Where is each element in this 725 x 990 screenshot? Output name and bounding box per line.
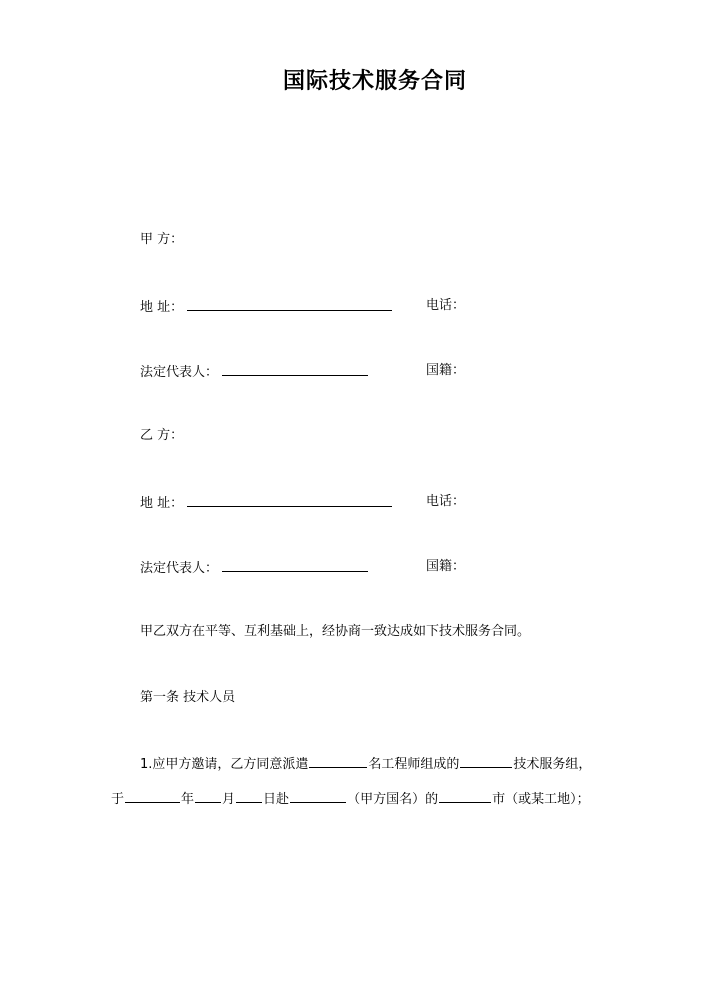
party-b-rep-label: 法定代表人： [140, 561, 219, 576]
clause-1-text: 于 [111, 792, 125, 807]
day-field[interactable] [236, 790, 262, 803]
month-field[interactable] [195, 790, 221, 803]
party-a-rep-row [140, 363, 368, 381]
engineer-count-field[interactable] [309, 755, 367, 768]
clause-1-line-1 [140, 755, 591, 773]
clause-1-text: 市（或某工地）； [492, 792, 590, 807]
clause-1-text: 名工程师组成的 [368, 757, 460, 772]
clause-1-text: （甲方国名）的 [347, 792, 439, 807]
clause-1-text: 月 [222, 792, 236, 807]
clause-1-line-2 [111, 790, 590, 808]
article-1-title: 第一条 技术人员 [140, 690, 236, 705]
party-b-address-field[interactable] [187, 494, 392, 507]
year-field[interactable] [125, 790, 180, 803]
country-field[interactable] [290, 790, 346, 803]
party-b-nationality-label: 国籍： [426, 559, 466, 574]
clause-1-text: 年 [181, 792, 195, 807]
party-a-address-field[interactable] [187, 298, 392, 311]
party-a-label: 甲 方： [140, 232, 184, 247]
service-group-field[interactable] [460, 755, 512, 768]
clause-1-text: 技术服务组， [513, 757, 592, 772]
party-a-rep-field[interactable] [222, 363, 368, 376]
party-a-address-label: 地 址： [140, 300, 184, 315]
clause-1-text: 1.应甲方邀请，乙方同意派遣 [140, 757, 309, 772]
party-b-rep-field[interactable] [222, 559, 368, 572]
party-a-rep-label: 法定代表人： [140, 365, 219, 380]
party-b-rep-row [140, 559, 368, 577]
clause-1-text: 日赴 [263, 792, 290, 807]
party-b-address-label: 地 址： [140, 496, 184, 511]
party-a-phone-label: 电话： [426, 298, 466, 313]
city-field[interactable] [439, 790, 491, 803]
contract-title: 国际技术服务合同 [282, 69, 467, 94]
party-a-address-row [140, 298, 392, 316]
party-a-nationality-label: 国籍： [426, 363, 466, 378]
party-b-phone-label: 电话： [426, 494, 466, 509]
party-b-label: 乙 方： [140, 428, 184, 443]
party-b-address-row [140, 494, 392, 512]
intro-paragraph: 甲乙双方在平等、互利基础上，经协商一致达成如下技术服务合同。 [140, 624, 531, 639]
